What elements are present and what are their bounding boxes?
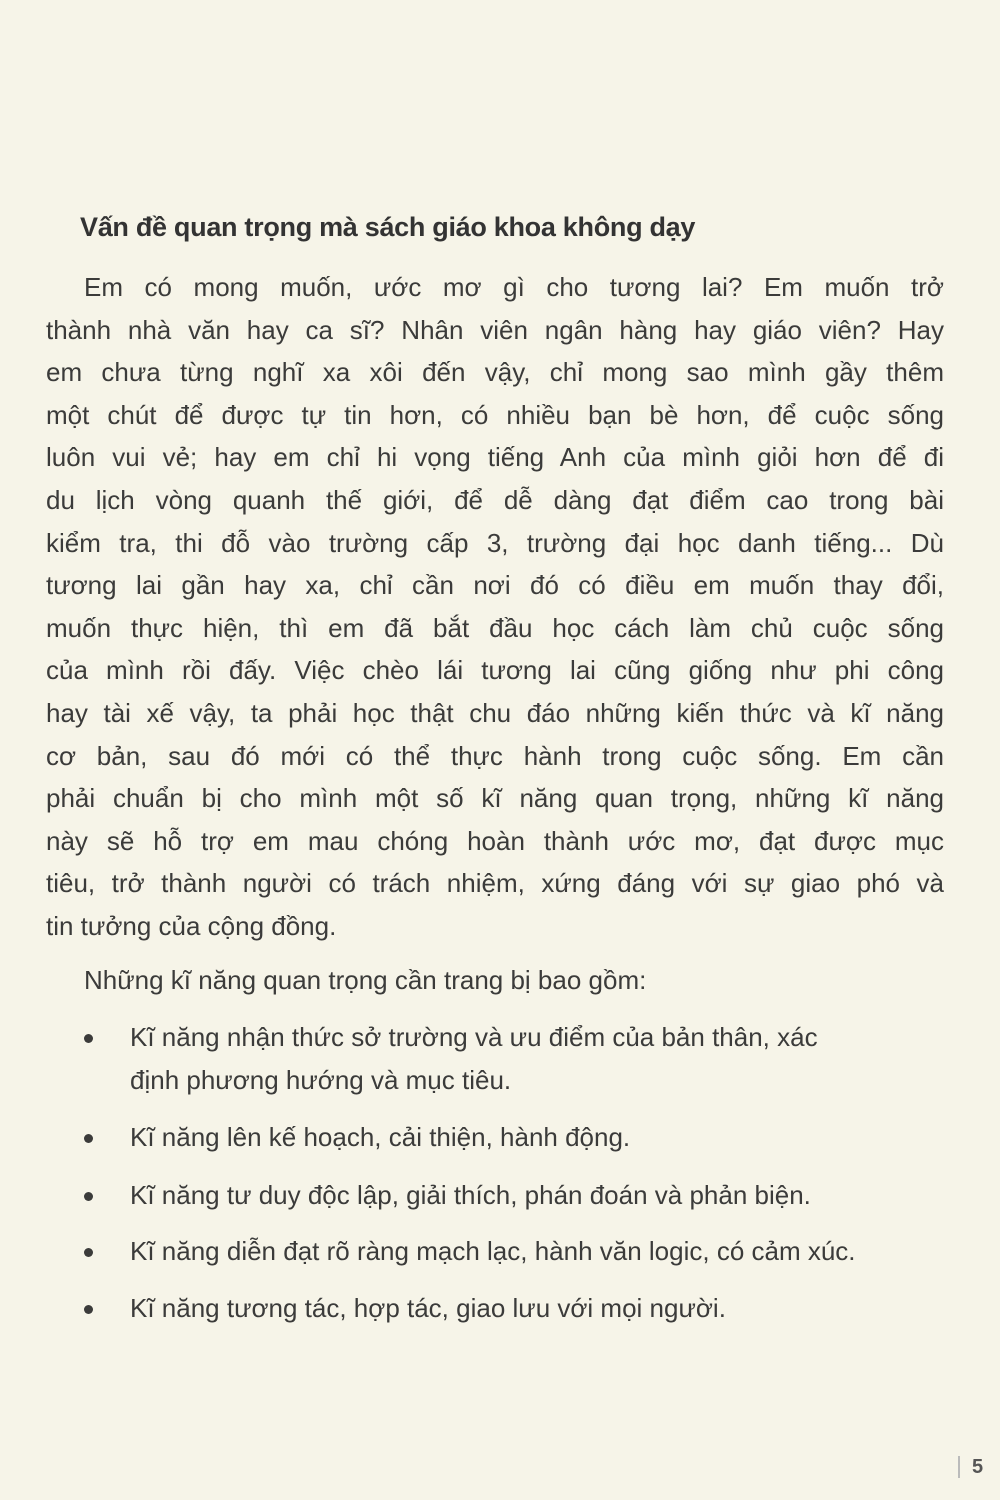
page-number: 5 [972, 1456, 984, 1478]
paragraph-line: du lịch vòng quanh thế giới, để dễ dàng đạt điểm cao trong bài [46, 485, 944, 515]
paragraph-line: thành nhà văn hay ca sĩ? Nhân viên ngân hàng hay giáo viên? Hay [46, 314, 944, 345]
bullet-icon [84, 1305, 93, 1314]
paragraph-line: cơ bản, sau đó mới có thể thực hành trong cuộc sống. Em cần [46, 740, 944, 771]
paragraph-line: tương lai gần hay xa, chỉ cần nơi đó có điều em muốn thay đổi, [46, 570, 944, 601]
paragraph-line: một chút để được tự tin hơn, có nhiều bạn bè hơn, để cuộc sống [46, 399, 944, 430]
list-intro: Những kĩ năng quan trọng cần trang bị bao gồm: [84, 965, 647, 995]
list-item-text: Kĩ năng lên kế hoạch, cải thiện, hành động. [130, 1122, 631, 1152]
section-heading: Vấn đề quan trọng mà sách giáo khoa không dạy [80, 212, 696, 242]
list-item-text: định phương hướng và mục tiêu. [130, 1065, 512, 1095]
paragraph-line: kiểm tra, thi đỗ vào trường cấp 3, trường đại học danh tiếng... Dù [46, 527, 944, 558]
paragraph-line: hay tài xế vậy, ta phải học thật chu đáo những kiến thức và kĩ năng [46, 698, 944, 728]
bullet-icon [84, 1034, 93, 1043]
bullet-icon [84, 1134, 93, 1143]
page-number-divider [958, 1456, 960, 1478]
list-item-text: Kĩ năng diễn đạt rõ ràng mạch lạc, hành văn logic, có cảm xúc. [130, 1236, 856, 1266]
paragraph-line: em chưa từng nghĩ xa xôi đến vậy, chỉ mong sao mình gầy thêm [46, 357, 944, 388]
bullet-icon [84, 1248, 93, 1257]
paragraph-line: tin tưởng của cộng đồng. [46, 911, 337, 941]
paragraph-line: Em có mong muốn, ước mơ gì cho tương lai? Em muốn trở [84, 272, 944, 302]
paragraph-line: của mình rồi đấy. Việc chèo lái tương lai cũng giống như phi công [46, 655, 944, 686]
paragraph-line: phải chuẩn bị cho mình một số kĩ năng quan trọng, những kĩ năng [46, 783, 944, 814]
bullet-icon [84, 1192, 93, 1201]
list-item-text: Kĩ năng tương tác, hợp tác, giao lưu với mọi người. [130, 1293, 726, 1323]
list-item-text: Kĩ năng nhận thức sở trường và ưu điểm của bản thân, xác [130, 1022, 818, 1052]
paragraph-line: này sẽ hỗ trợ em mau chóng hoàn thành ước mơ, đạt được mục [46, 825, 944, 856]
paragraph-line: muốn thực hiện, thì em đã bắt đầu học cách làm chủ cuộc sống [46, 612, 944, 643]
paragraph-line: tiêu, trở thành người có trách nhiệm, xứng đáng với sự giao phó và [46, 868, 944, 899]
list-item-text: Kĩ năng tư duy độc lập, giải thích, phán đoán và phản biện. [130, 1180, 811, 1210]
paragraph-line: luôn vui vẻ; hay em chỉ hi vọng tiếng Anh của mình giỏi hơn để đi [46, 442, 944, 473]
